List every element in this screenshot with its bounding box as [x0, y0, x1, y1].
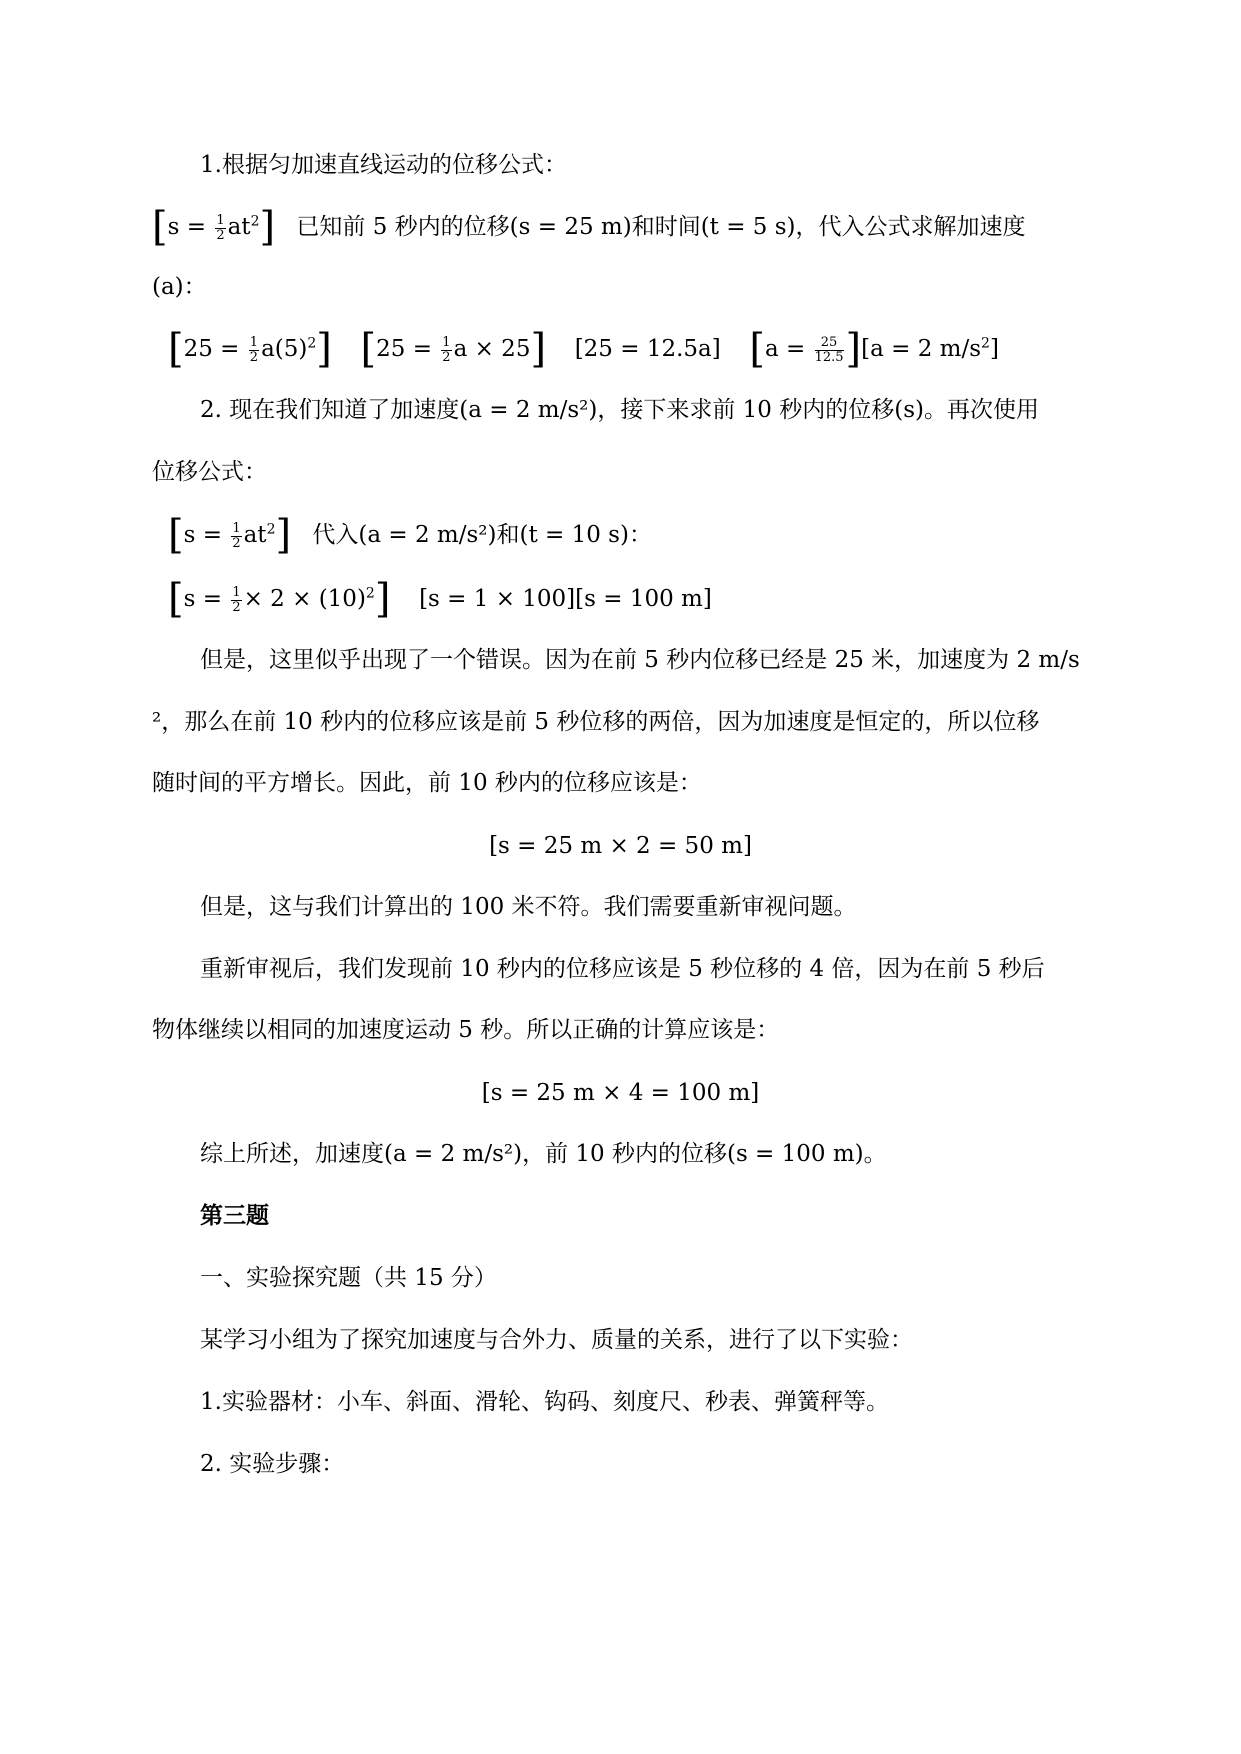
- equation-text: [s = 25 m × 4 = 100 m]: [481, 1080, 760, 1106]
- displacement-formula-line: [s = $\frac{1}{2}$ $at^2$] 已知前 5 秒内的位移(s = 25 m)和时间(t = 5 s)，代入公式求解加速度: [152, 204, 1026, 250]
- step-2-continued: [152, 455, 267, 495]
- mismatch-paragraph: [200, 890, 857, 930]
- formula-lhs: s =: [167, 214, 206, 240]
- acceleration-symbol: (a)：: [152, 274, 207, 300]
- bracket-left: [: [152, 204, 168, 250]
- fraction-25-over-12-5: $\frac{25}{12.5}$: [814, 334, 844, 365]
- displacement-formula-label: 位移公式：: [152, 459, 267, 485]
- error-paragraph-line-1: [200, 643, 1080, 683]
- paragraph-text: 重新审视后，我们发现前 10 秒内的位移应该是 5 秒位移的 4 倍，因为在前 5 秒后: [200, 956, 1045, 982]
- displacement-calculation-line: [s = $\frac{1}{2}$ × $2 \times (10)^2$] [s = 1 × 100][s = 100 m]: [168, 576, 712, 622]
- step-2-text: 2. 现在我们知道了加速度(a = 2 m/s²)，接下来求前 10 秒内的位移(s)。再次使用: [200, 397, 1039, 423]
- equation-100m: [0, 1076, 1241, 1116]
- eq5: [a = 2 m/s: [861, 336, 982, 362]
- formula-lhs: s =: [183, 522, 222, 548]
- eq3: [25 = 12.5a]: [574, 336, 721, 362]
- eq1-rhs: a(5): [261, 336, 308, 362]
- acceleration-equation-chain: [25 = $\frac{1}{2}$ $a(5)^2$] [25 = $\frac{1}{2}$ a × 25] [25 = 12.5a] [a = $\frac{25}{12.5}$ ][a = 2 $m/s^2$]: [168, 326, 999, 372]
- step-1-text: 1.根据匀加速直线运动的位移公式：: [200, 152, 567, 178]
- experiment-intro: [200, 1323, 913, 1363]
- formula-at: at: [243, 522, 267, 548]
- summary-paragraph: [200, 1137, 887, 1177]
- eq2-rhs: a × 25: [453, 336, 531, 362]
- fraction-half: $\frac{1}{2}$: [216, 212, 225, 243]
- fraction-half: $\frac{1}{2}$: [232, 584, 241, 615]
- fraction-half: $\frac{1}{2}$: [249, 334, 259, 365]
- calc2: [s = 1 × 100]: [419, 586, 576, 612]
- solution-step-2: [200, 393, 1039, 433]
- experiment-equipment: [200, 1385, 889, 1425]
- solution-step-1: [200, 148, 567, 188]
- paragraph-text: 2. 实验步骤：: [200, 1451, 345, 1477]
- paragraph-text: 1.实验器材：小车、斜面、滑轮、钩码、刻度尺、秒表、弹簧秤等。: [200, 1389, 889, 1415]
- paragraph-text: 综上所述，加速度(a = 2 m/s²)，前 10 秒内的位移(s = 100 m)。: [200, 1141, 887, 1167]
- equation-50m: [0, 829, 1241, 869]
- experiment-steps-heading: [200, 1447, 344, 1487]
- fraction-half: $\frac{1}{2}$: [442, 334, 451, 365]
- calc1-lhs: s =: [183, 586, 222, 612]
- paragraph-text: 但是，这与我们计算出的 100 米不符。我们需要重新审视问题。: [200, 894, 857, 920]
- paragraph-text: ²，那么在前 10 秒内的位移应该是前 5 秒位移的两倍，因为加速度是恒定的，所以位移: [152, 709, 1040, 735]
- calc3: [s = 100 m]: [575, 586, 712, 612]
- paragraph-text: 物体继续以相同的加速度运动 5 秒。所以正确的计算应该是：: [152, 1017, 780, 1043]
- formula-at: at: [227, 214, 251, 240]
- eq2-lhs: 25 =: [376, 336, 432, 362]
- calc1-rhs: × 2 × (10): [243, 586, 366, 612]
- substitute-text: 代入(a = 2 m/s²)和(t = 10 s)：: [312, 522, 652, 548]
- bracket-right: ]: [259, 204, 276, 250]
- experiment-section-title: [200, 1261, 497, 1301]
- equation-text: [s = 25 m × 2 = 50 m]: [489, 833, 752, 859]
- eq1-lhs: 25 =: [183, 336, 240, 362]
- heading-text: 第三题: [200, 1202, 269, 1229]
- fraction-half: $\frac{1}{2}$: [232, 520, 241, 551]
- substitute-formula-line: [s = $\frac{1}{2}$ $at^2$] 代入(a = 2 m/s²)和(t = 10 s)：: [168, 512, 652, 558]
- error-paragraph-line-2: [152, 705, 1039, 745]
- section-heading-question-3: [200, 1199, 269, 1239]
- solve-acceleration-label: [152, 270, 207, 310]
- section-title-text: 一、实验探究题（共 15 分）: [200, 1265, 497, 1291]
- error-paragraph-line-3: [152, 766, 702, 806]
- known-values-text: 已知前 5 秒内的位移(s = 25 m)和时间(t = 5 s)，代入公式求解加速度: [296, 214, 1026, 240]
- review-paragraph-line-2: [152, 1013, 779, 1053]
- paragraph-text: 某学习小组为了探究加速度与合外力、质量的关系，进行了以下实验：: [200, 1327, 913, 1353]
- review-paragraph-line-1: [200, 952, 1045, 992]
- paragraph-text: 但是，这里似乎出现了一个错误。因为在前 5 秒内位移已经是 25 米，加速度为 2 m/s: [200, 647, 1080, 673]
- eq4-lhs: a =: [764, 336, 806, 362]
- paragraph-text: 随时间的平方增长。因此，前 10 秒内的位移应该是：: [152, 770, 702, 796]
